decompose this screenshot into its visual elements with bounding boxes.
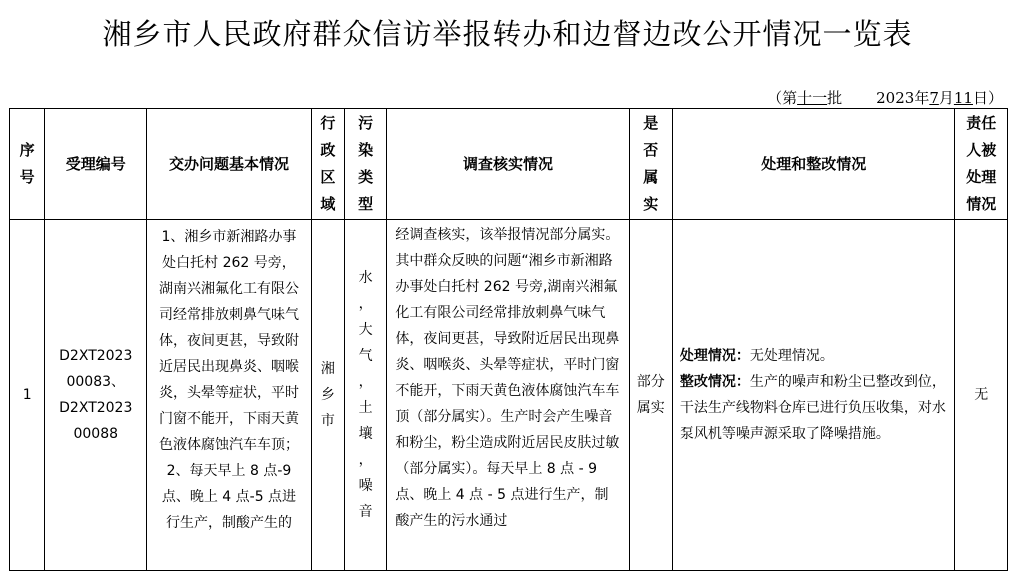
header-is-true: 是 否 属 实: [629, 109, 672, 220]
header-pollution: 污 染 类 型: [344, 109, 386, 220]
batch-info: [767, 87, 1003, 108]
rectification-detail: 生产的噪声和粉尘已整改到位，干法生产线物料仓库已进行负压收集，对水泵风机等噪声源采取了降噪措施。: [679, 374, 946, 442]
header-handling: 处理和整改情况: [672, 109, 955, 220]
rectification-label: 整改情况：: [679, 374, 750, 390]
batch-open: （第: [767, 89, 798, 107]
header-responsible: 责任 人被 处理 情况: [955, 109, 1008, 220]
header-issue: 交办问题基本情况: [147, 109, 311, 220]
batch-month: 7: [929, 89, 939, 107]
batch-suffix: 批: [827, 89, 843, 107]
cell-investigation: [387, 220, 629, 571]
cell-seq: 1: [10, 220, 45, 571]
report-table: [9, 108, 1008, 571]
cell-handling: [672, 220, 955, 571]
batch-day-label: 日）: [972, 89, 1003, 107]
header-seq: 序 号: [10, 109, 45, 220]
cell-issue: [147, 220, 311, 571]
cell-responsible: 无: [955, 220, 1008, 571]
investigation-text: 经调查核实，该举报情况部分属实。其中群众反映的问题“湘乡市新湘路办事处白托村 262 号旁,湖南兴湘氟化工有限公司经常排放刺鼻气味气体，夜间更甚，导致附近居民出现鼻炎、咽喉炎、头晕等症状，平时门窗不能开，下雨天黄色液体腐蚀汽车车顶（部分属实）。生产时会产生噪音和粉尘，粉尘造成附近居民皮肤过敏（部分属实）。每天早上 8 点 - 9 点、晚上 4 点 - 5 点进行生产，制酸产生的污水通过: [395, 227, 620, 529]
cell-code: D2XT2023 00083、 D2XT2023 00088: [45, 220, 147, 571]
header-row: [10, 109, 1008, 220]
cell-pollution: 水 ， 大 气 ， 土 壤 ， 噪 音: [344, 220, 386, 571]
header-code: 受理编号: [45, 109, 147, 220]
handling-label: 处理情况：: [679, 348, 750, 364]
page-title: 湘乡市人民政府群众信访举报转办和边督边改公开情况一览表: [102, 17, 913, 51]
handling-text: [673, 343, 955, 447]
batch-year: 2023: [876, 89, 915, 107]
issue-text: 1、湘乡市新湘路办事处白托村 262 号旁，湖南兴湘氟化工有限公司经常排放刺鼻气味气体，夜间更甚，导致附近居民出现鼻炎、咽喉炎，头晕等症状，平时门窗不能开，下雨天黄色液体腐蚀汽车车顶；2、每天早上 8 点-9 点、晚上 4 点-5 点进行生产，制酸产生的: [158, 229, 299, 531]
table-row: [10, 220, 1008, 571]
header-investigation: 调查核实情况: [387, 109, 629, 220]
batch-year-label: 年: [914, 89, 930, 107]
batch-day: 11: [953, 89, 973, 107]
header-region: 行 政 区 域: [311, 109, 344, 220]
handling-detail: 无处理情况。: [749, 348, 834, 364]
cell-region: 湘 乡 市: [311, 220, 344, 571]
cell-is-true: 部分 属实: [629, 220, 672, 571]
batch-month-label: 月: [938, 89, 954, 107]
batch-number: 十一: [797, 89, 828, 107]
